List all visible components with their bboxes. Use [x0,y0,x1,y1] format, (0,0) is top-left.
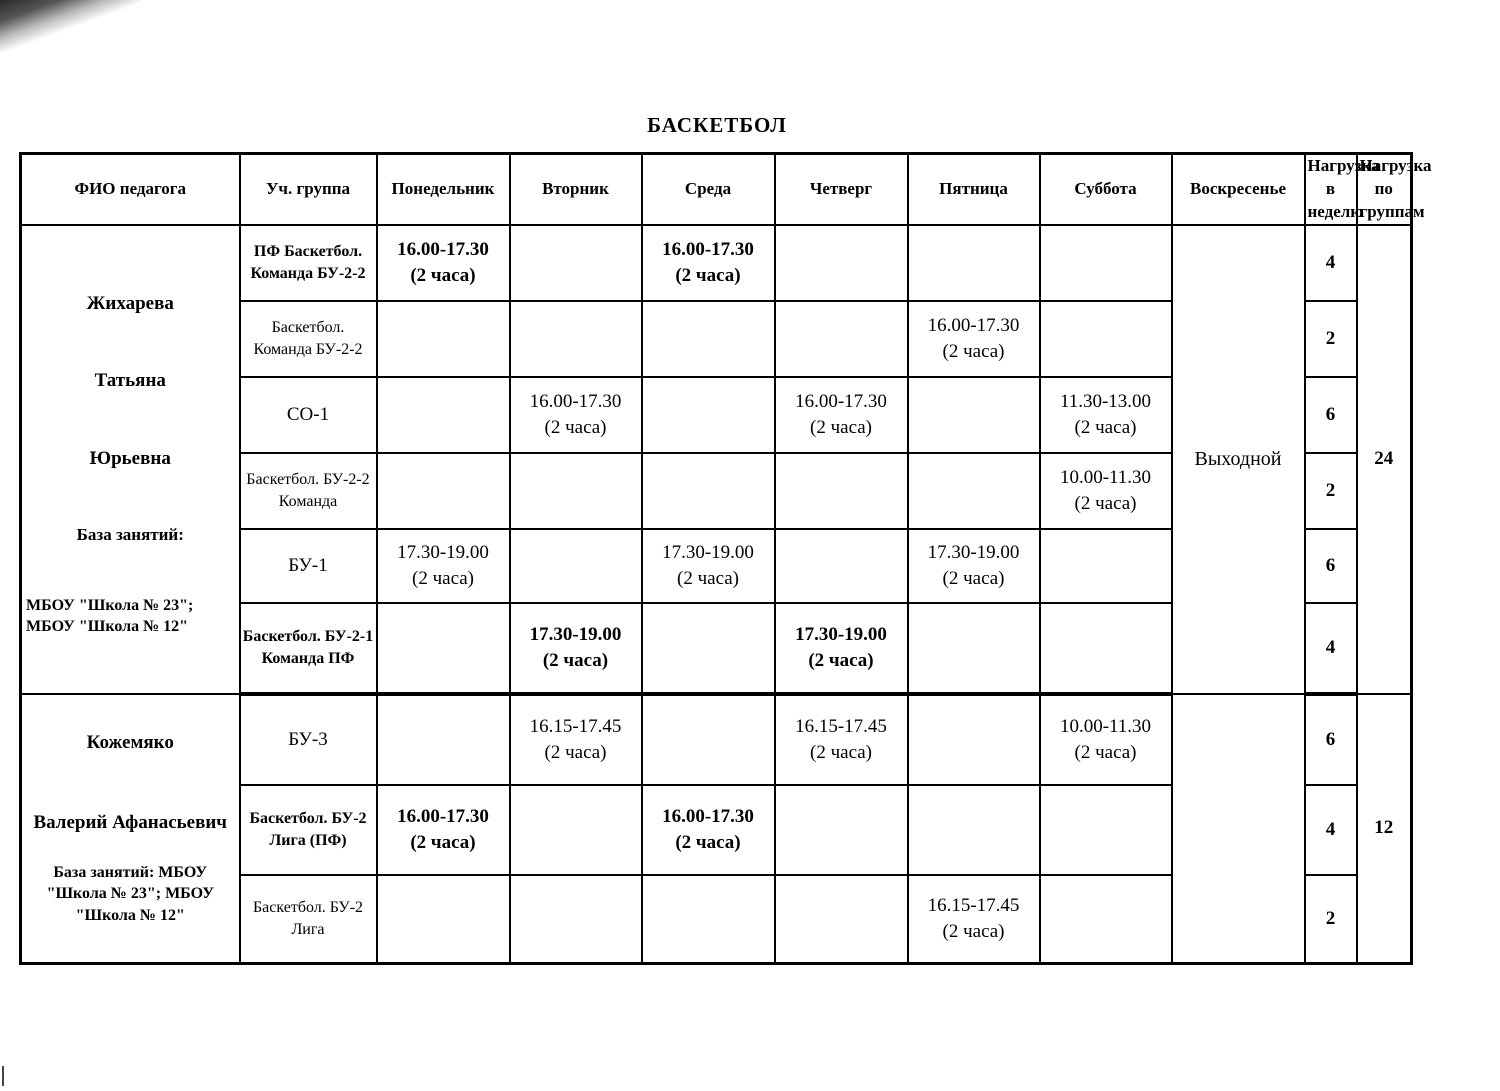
slot-cell-empty [642,875,775,964]
header-day-mon: Понедельник [377,154,510,225]
header-load-group: Нагрузка по группам [1357,154,1412,225]
group-cell: Баскетбол. БУ-2-2 Команда [240,453,377,529]
slot-cell: 16.00-17.30 (2 часа) [377,785,510,875]
slot-cell-empty [775,225,908,301]
slot-cell-empty [908,453,1040,529]
group-cell: СО-1 [240,377,377,453]
slot-cell: 16.15-17.45 (2 часа) [510,694,642,785]
slot-cell-empty [775,301,908,377]
load-week-cell: 4 [1305,603,1357,694]
slot-cell-empty [510,875,642,964]
header-load-week: Нагрузка в неделю [1305,154,1357,225]
teacher-cell [21,225,240,694]
document-title: БАСКЕТБОЛ [647,113,787,137]
slot-cell: 17.30-19.00 (2 часа) [908,529,1040,603]
group-cell: ПФ Баскетбол. Команда БУ-2-2 [240,225,377,301]
slot-cell-empty [1040,529,1172,603]
slot-cell-empty [642,377,775,453]
sunday-cell-empty [1172,694,1305,964]
slot-cell: 17.30-19.00 (2 часа) [510,603,642,694]
group-cell: БУ-1 [240,529,377,603]
schedule-table [19,152,1432,965]
load-week-cell: 4 [1305,785,1357,875]
teacher-name: Татьяна [94,370,166,392]
slot-cell: 17.30-19.00 (2 часа) [377,529,510,603]
slot-cell-empty [1040,875,1172,964]
slot-cell: 10.00-11.30 (2 часа) [1040,694,1172,785]
header-day-wed: Среда [642,154,775,225]
slot-cell-empty [510,529,642,603]
header-day-fri: Пятница [908,154,1040,225]
slot-cell-empty [775,453,908,529]
slot-cell: 10.00-11.30 (2 часа) [1040,453,1172,529]
table-row [21,225,1412,301]
teacher-surname: Кожемяко [86,732,174,754]
teacher-base: База занятий: МБОУ "Школа № 23"; МБОУ "Школа № 12" [46,863,214,924]
slot-cell: 16.00-17.30 (2 часа) [510,377,642,453]
header-teacher: ФИО педагога [21,154,240,225]
slot-cell-empty [377,875,510,964]
slot-cell: 17.30-19.00 (2 часа) [642,529,775,603]
load-week-cell: 6 [1305,694,1357,785]
slot-cell: 16.15-17.45 (2 часа) [908,875,1040,964]
slot-cell-empty [377,453,510,529]
group-cell: Баскетбол. БУ-2-1 Команда ПФ [240,603,377,694]
slot-cell-empty [377,694,510,785]
slot-cell: 16.00-17.30 (2 часа) [377,225,510,301]
load-week-cell: 6 [1305,377,1357,453]
slot-cell: 16.00-17.30 (2 часа) [642,225,775,301]
header-day-tue: Вторник [510,154,642,225]
slot-cell-empty [377,377,510,453]
header-row [21,154,1412,225]
slot-cell-empty [1040,785,1172,875]
slot-cell: 16.15-17.45 (2 часа) [775,694,908,785]
slot-cell-empty [642,301,775,377]
scan-mark [2,1066,4,1086]
slot-cell-empty [510,785,642,875]
group-cell: БУ-3 [240,694,377,785]
load-week-cell: 2 [1305,453,1357,529]
teacher-patronymic: Юрьевна [89,448,171,470]
slot-cell-empty [908,603,1040,694]
slot-cell-empty [642,603,775,694]
slot-cell-empty [1040,603,1172,694]
slot-cell-empty [908,225,1040,301]
slot-cell: 11.30-13.00 (2 часа) [1040,377,1172,453]
header-day-thu: Четверг [775,154,908,225]
slot-cell-empty [642,694,775,785]
slot-cell-empty [775,875,908,964]
slot-cell: 16.00-17.30 (2 часа) [642,785,775,875]
table-row [21,694,1412,785]
header-group: Уч. группа [240,154,377,225]
group-cell: Баскетбол. БУ-2 Лига [240,875,377,964]
slot-cell: 16.00-17.30 (2 часа) [908,301,1040,377]
header-day-sat: Суббота [1040,154,1172,225]
teacher-base-schools: МБОУ "Школа № 23"; МБОУ "Школа № 12" [26,596,194,636]
teacher-name-patronymic: Валерий Афанасьевич [33,811,228,833]
slot-cell-empty [377,301,510,377]
load-week-cell: 2 [1305,301,1357,377]
load-group-cell: 24 [1357,225,1412,694]
slot-cell-empty [908,785,1040,875]
header-day-sun: Воскресенье [1172,154,1305,225]
group-cell: Баскетбол. Команда БУ-2-2 [240,301,377,377]
slot-cell-empty [510,453,642,529]
load-week-cell: 4 [1305,225,1357,301]
load-group-cell: 12 [1357,694,1412,964]
group-cell: Баскетбол. БУ-2 Лига (ПФ) [240,785,377,875]
slot-cell-empty [775,529,908,603]
slot-cell-empty [908,377,1040,453]
load-week-cell: 2 [1305,875,1357,964]
slot-cell: 17.30-19.00 (2 часа) [775,603,908,694]
load-week-cell: 6 [1305,529,1357,603]
slot-cell-empty [377,603,510,694]
slot-cell-empty [1040,301,1172,377]
slot-cell-empty [775,785,908,875]
sunday-cell: Выходной [1172,225,1305,694]
slot-cell-empty [642,453,775,529]
slot-cell-empty [908,694,1040,785]
slot-cell-empty [510,301,642,377]
teacher-surname: Жихарева [86,292,174,314]
slot-cell-empty [1040,225,1172,301]
teacher-base-label: База занятий: [76,524,184,544]
slot-cell-empty [510,225,642,301]
slot-cell: 16.00-17.30 (2 часа) [775,377,908,453]
teacher-cell [21,694,240,964]
scan-shadow-corner [0,0,140,70]
